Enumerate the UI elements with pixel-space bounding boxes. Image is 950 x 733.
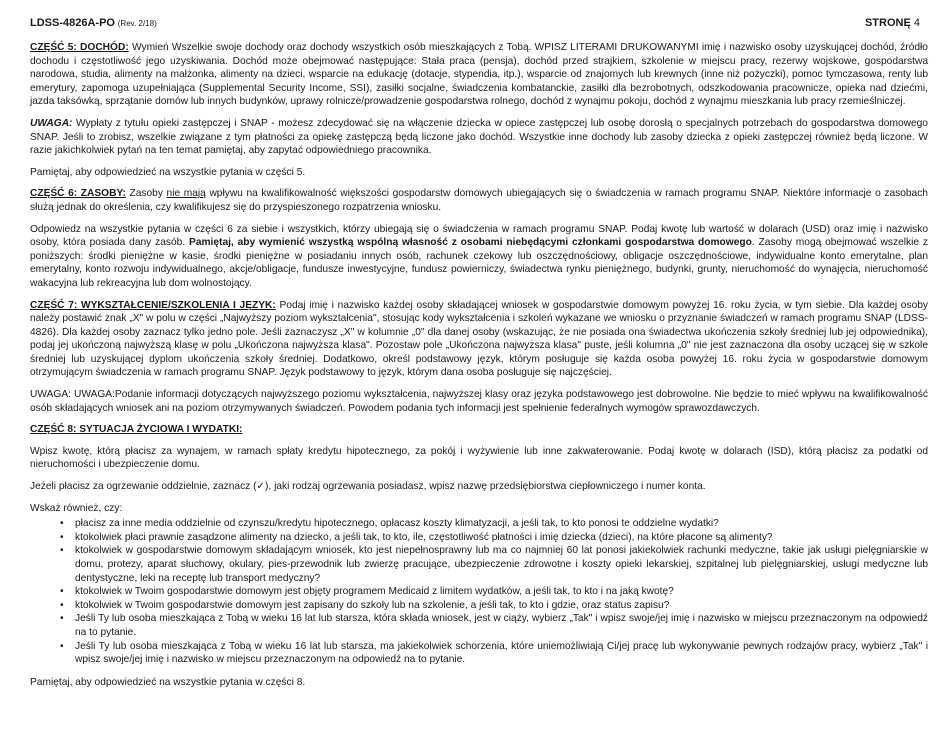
section8-bullet-list: [30, 517, 928, 667]
section5-note: [30, 117, 928, 158]
section8-heading-line: [30, 423, 928, 437]
section6-text-underlined: nie mają: [166, 188, 206, 200]
section5-heading: CZĘŚĆ 5: DOCHÓD:: [30, 42, 129, 53]
section8-heading: CZĘŚĆ 8: SYTUACJA ŻYCIOWA I WYDATKI:: [30, 424, 243, 436]
section7-text: Podaj imię i nazwisko każdej osoby składającej wniosek w gospodarstwie domowym powyżej 16. roku życia, w tym siebie. Dla każdej osoby należy postawić znak „X" w polu w części „Najwyższy poziom wykształcenia", stosując kody wykształcenia i szkoleń wykazane we wniosku o przyznanie świadczeń w ramach programu SNAP (LDSS-4826). Dla każdej osoby zaznacz tylko jedno pole. Jeśli zaznaczysz „X" w kolumnie „0" dla danej osoby (wskazując, że nie posiada ona świadectwa ukończenia szkoły średniej lub jej odpowiednika), podaj jej ukończoną najwyższą klasę w polu „Ukończona najwyższa klasa". Pozostaw pole „Ukończona najwyższa klasa" puste, jeśli kolumna „0" nie jest zaznaczona dla osoby uczącej się w szkole średniej lub uzyskującej dyplom ukończenia szkoły średniej. Dodatkowo, określ podstawowy język, którym posługuje się każda osoba powyżej 16. roku życia w gospodarstwie domowym otrzymującym świadczenia w ramach programu SNAP. Język podstawowy to język, którym dana osoba posługuje się najczęściej.: [30, 299, 928, 379]
page-label: STRONĘ: [864, 17, 911, 29]
section8-also-label: Wskaż również, czy:: [30, 502, 123, 514]
section6-text-b: wpływu na kwalifikowalność większości gospodarstw domowych ubiegających się o świadczenia w ramach programu SNAP. Niektóre informacje o zasobach służą jednak do określenia, czy kwalifikujesz się do przyspieszonego rozpatrzenia wniosku.: [30, 188, 928, 213]
section6-paragraph: [30, 187, 928, 214]
page-header: [30, 17, 920, 31]
section7-heading: CZĘŚĆ 7: WYKSZTAŁCENIE/SZKOLENIA I JĘZYK:: [30, 299, 276, 311]
section8-para2: Jeżeli płacisz za ogrzewanie oddzielnie, zaznacz (✓), jaki rodzaj ogrzewania posiadasz, wpisz nazwę przedsiębiorstwa ciepłowniczego i numer konta.: [30, 481, 706, 493]
section7-paragraph: [30, 299, 928, 381]
list-item: • Jeśli Ty lub osoba mieszkająca z Tobą w wieku 16 lat lub starsza, która składa wniosek, jest w ciąży, wybierz „Tak" i wpisz swoje/jej imię i nazwisko w miejscu przeznaczonym na odpowiedź na to pytanie.: [60, 612, 928, 639]
section8-para1: Wpisz kwotę, którą płacisz za wynajem, w ramach spłaty kredytu hipotecznego, za pokój i wyżywienie lub inne zakwaterowanie. Podaj kwotę w dolarach (ISD), którą płacisz za podatki od nieruchomości i ubezpieczenie domu.: [30, 445, 928, 471]
list-item: • płacisz za inne media oddzielnie od czynszu/kredytu hipotecznego, opłacasz koszty klimatyzacji, a jeśli tak, to kto ponosi te oddzielne wydatki?: [60, 517, 928, 531]
list-item: • ktokolwiek w Twoim gospodarstwie domowym jest zapisany do szkoły lub na szkolenie, a jeśli tak, to kto i gdzie, oraz status zapisu?: [60, 599, 928, 613]
section6-heading: CZĘŚĆ 6: ZASOBY:: [30, 188, 126, 200]
section6-para2-bold: Pamiętaj, aby wymienić wszystką wspólną własność z osobami niebędącymi członkami gospodarstwa domowego: [189, 237, 752, 249]
form-body: [30, 41, 928, 697]
page-number-label: [865, 17, 920, 29]
page-number: 4: [913, 17, 920, 29]
section6-text-a: Zasoby: [129, 188, 163, 200]
section5-reminder: Pamiętaj, aby odpowiedzieć na wszystkie pytania w części 5.: [30, 166, 306, 178]
list-item: • ktokolwiek w Twoim gospodarstwie domowym jest objęty programem Medicaid z limitem wydatków, a jeśli tak, to kto i na jaką kwotę?: [60, 585, 928, 599]
section5-text: Wymień Wszelkie swoje dochody oraz dochody wszystkich osób mieszkających z Tobą. WPISZ LITERAMI DRUKOWANYMI imię i nazwisko osoby uzyskującej dochód, źródło dochodu i częstotliwość jego uzyskiwania. Dochód może obejmować następujące: Stała praca (pensja), dochód przed strajkiem, szkolenie w miejscu pracy, rezerwy wojskowe, gospodarstwa narodowa, studia, alimenty na małżonka, alimenty na dzieci, wsparcie na edukację (dotacje, stypendia, itp.), wsparcie od znajomych lub krewnych (inne niż pożyczki), pomoc tymczasowa, renty lub emerytury, zapomoga uzupełniająca (Supplemental Security Income, SSI), zasiłki socjalne, świadczenia kombatanckie, zasiłki dla bezrobotnych, odszkodowania pracownicze, opieka nad dziećmi, jazda taksówką, sprzątanie domów lub innych budynków, uprawy rolnicze/prowadzenie gospodarstwa rolnego, dochód z wynajmu pokoju, dochód z wynajmu mieszkania lub pracy rzemieślniczej.: [30, 42, 928, 108]
section6-paragraph-2: [30, 223, 928, 291]
section5-paragraph: [30, 41, 928, 109]
section6-para2-b: . Zasoby mogą obejmować wszelkie z poniższych: środki pieniężne w kasie, środki pieniężne w posiadaniu innych osób, rachunek czekowy lub oszczędnościowy, obligacje oszczędnościowe, indywidualne konto emerytalne, plan emerytalny, konto rozwoju indywidualnego, akcje/obligacje, fundusze inwestycyjne, fundusz powierniczy, świadectwa rynku pieniężnego, budynki, grunty, nieruchomość do wynajęcia, nieruchomość wakacyjna lub rekreacyjna lub dom wolnostojący.: [30, 237, 928, 289]
list-item: • ktokolwiek w gospodarstwie domowym składającym wniosek, kto jest niepełnosprawny lub ma co najmniej 60 lat ponosi jakiekolwiek rachunki medyczne, takie jak usługi pielęgniarskie w domu, protezy, aparat słuchowy, okulary, pies-przewodnik lub zwierzę pracujące, ubezpieczenie zdrowotne i koszty opieki lekarskiej, szpitalnej lub pielęgniarskiej, usługi medyczne lub dentystyczne, leki na receptę lub transport medyczny?: [60, 544, 928, 585]
section5-note-text: Wypłaty z tytułu opieki zastępczej i SNAP - możesz zdecydować się na włączenie dziecka w opiece zastępczej lub osobę dorosłą o specjalnych potrzebach do gospodarstwa domowego SNAP. Jeśli to zrobisz, wszelkie związane z tym płatności za opiekę zastępczą będą liczone jako dochód. Wszystkie inne dochody lub zasoby dziecka z opieki zastępczej również będą liczone. W razie jakichkolwiek pytań na ten temat pamiętaj, aby zapytać odpowiedniego pracownika.: [30, 117, 928, 157]
form-revision: (Rev. 2/18): [117, 19, 157, 28]
section6-para2-a: Odpowiedz na wszystkie pytania w części 6 za siebie i wszystkich, którzy ubiegają się o świadczenia w ramach programu SNAP. Podaj kwotę lub wartość w dolarach (USD) oraz imię i nazwisko osoby, która posiada dany zasób.: [30, 223, 928, 249]
section8-reminder: Pamiętaj, aby odpowiedzieć na wszystkie pytania w części 8.: [30, 676, 306, 688]
section7-note: UWAGA: UWAGA:Podanie informacji dotyczących najwyższego poziomu wykształcenia, najwyższej klasy oraz języka podstawowego jest dobrowolne. Nie będzie to mieć wpływu na kwalifikowalność osób składających wniosek ani na poziom otrzymywanych świadczeń. Powodem podania tych informacji jest spełnienie federalnych wymogów sprawozdawczych.: [30, 389, 928, 414]
section5-note-label: UWAGA:: [30, 117, 73, 129]
form-code: LDSS-4826A-PO: [30, 17, 115, 29]
list-item: • Jeśli Ty lub osoba mieszkająca z Tobą w wieku 16 lat lub starsza, ma jakiekolwiek schorzenia, które uniemożliwiają Ci/jej pracę lub wykonywanie pewnych rodzajów pracy, wybierz „Tak" i wpisz swoje/jej imię i nazwisko w miejscu przeznaczonym na odpowiedź na to pytanie.: [60, 640, 928, 667]
list-item: • ktokolwiek płaci prawnie zasądzone alimenty na dziecko, a jeśli tak, to kto, ile, częstotliwość płatności i imię dziecka (dzieci), na które płacone są alimenty?: [60, 531, 928, 545]
